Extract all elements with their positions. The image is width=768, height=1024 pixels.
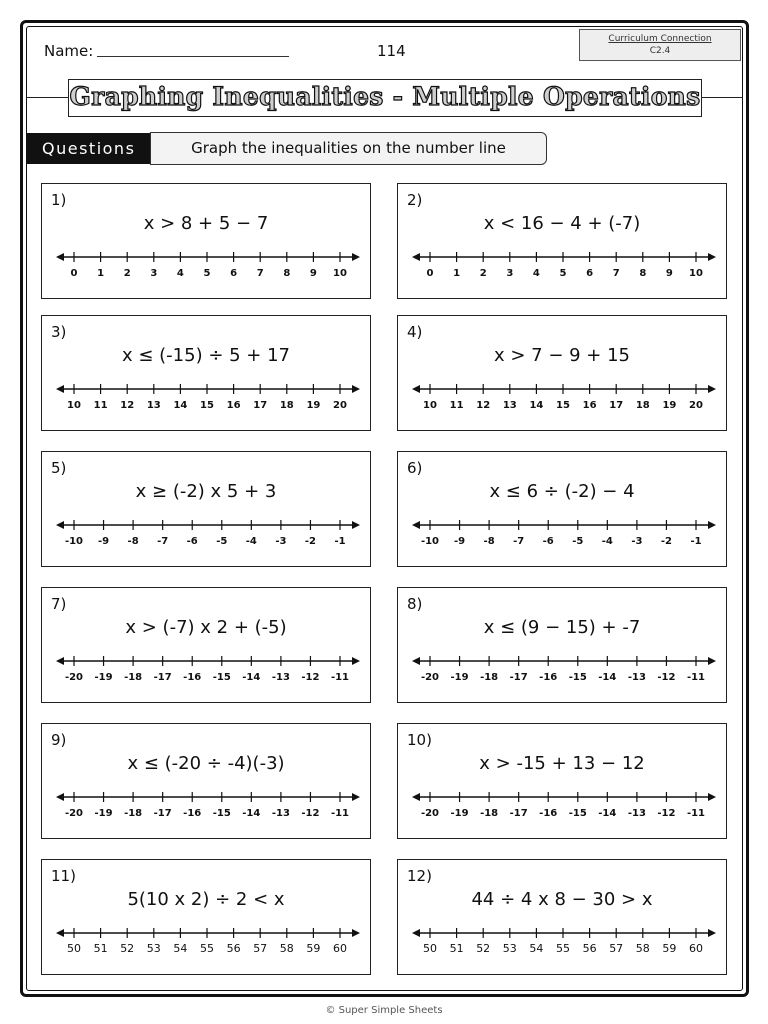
tick-label: -16 — [539, 808, 558, 819]
tick-label: -18 — [124, 808, 143, 819]
name-label: Name: — [44, 42, 94, 60]
inequality-expression: x > 8 + 5 − 7 — [143, 213, 269, 234]
question-box — [397, 723, 727, 839]
tick-label: 20 — [333, 400, 347, 411]
question-box — [397, 183, 727, 299]
inequality-expression: x ≤ 6 ÷ (-2) − 4 — [489, 481, 635, 502]
tick-label: 1 — [97, 268, 105, 279]
arrow-right-icon — [708, 385, 716, 393]
inequality-expression: x > (-7) x 2 + (-5) — [125, 617, 287, 638]
tick-label: 8 — [639, 268, 647, 279]
tick-label: 53 — [502, 942, 517, 955]
question-box — [397, 587, 727, 703]
tick-label: -19 — [450, 672, 469, 683]
number-line[interactable] — [412, 512, 716, 552]
tick-label: 58 — [279, 942, 294, 955]
arrow-left-icon — [56, 521, 64, 529]
question-number: 10) — [407, 731, 432, 749]
tick-label: 12 — [476, 400, 491, 411]
tick-label: -18 — [124, 672, 143, 683]
tick-label: 17 — [253, 400, 268, 411]
tick-label: 57 — [253, 942, 268, 955]
tick-label: -15 — [212, 808, 231, 819]
tick-label: -3 — [631, 536, 643, 547]
question-number: 11) — [51, 867, 76, 885]
title-rule-left — [27, 97, 68, 98]
tick-label: -18 — [480, 672, 499, 683]
tick-label: 19 — [306, 400, 321, 411]
arrow-left-icon — [412, 929, 420, 937]
tick-label: 0 — [70, 268, 78, 279]
tick-label: -1 — [334, 536, 346, 547]
tick-label: -12 — [657, 672, 676, 683]
tick-label: -17 — [153, 672, 172, 683]
inequality-expression: x > -15 + 13 − 12 — [479, 753, 645, 774]
question-number: 1) — [51, 191, 67, 209]
tick-label: 1 — [453, 268, 461, 279]
tick-label: 2 — [123, 268, 131, 279]
tick-label: 17 — [609, 400, 624, 411]
tick-label: 15 — [556, 400, 570, 411]
number-line[interactable] — [412, 784, 716, 824]
arrow-left-icon — [412, 253, 420, 261]
tick-label: -13 — [627, 672, 646, 683]
tick-label: 51 — [93, 942, 108, 955]
arrow-left-icon — [412, 793, 420, 801]
tick-label: 19 — [662, 400, 677, 411]
tick-label: 60 — [689, 942, 703, 955]
curriculum-code: C2.4 — [649, 46, 671, 56]
tick-label: -7 — [157, 536, 169, 547]
tick-label: -8 — [483, 536, 495, 547]
question-box — [41, 587, 371, 703]
tick-label: 50 — [423, 942, 437, 955]
question-number: 5) — [51, 459, 67, 477]
tick-label: -9 — [98, 536, 110, 547]
number-line[interactable] — [56, 244, 360, 284]
arrow-right-icon — [708, 657, 716, 665]
tick-label: 9 — [309, 268, 317, 279]
arrow-right-icon — [352, 385, 360, 393]
tick-label: 6 — [230, 268, 238, 279]
question-box — [41, 315, 371, 431]
tick-label: -14 — [242, 808, 261, 819]
arrow-left-icon — [56, 793, 64, 801]
tick-label: -16 — [183, 672, 202, 683]
tick-label: -20 — [64, 672, 84, 683]
tick-label: 12 — [120, 400, 135, 411]
tick-label: -13 — [627, 808, 646, 819]
tick-label: 55 — [556, 942, 570, 955]
question-box — [41, 859, 371, 975]
arrow-right-icon — [708, 253, 716, 261]
question-number: 4) — [407, 323, 423, 341]
tick-label: 4 — [176, 268, 184, 279]
arrow-right-icon — [352, 253, 360, 261]
tick-label: 18 — [279, 400, 294, 411]
tick-label: 53 — [146, 942, 161, 955]
tick-label: 11 — [93, 400, 108, 411]
tick-label: 3 — [506, 268, 514, 279]
number-line[interactable] — [412, 648, 716, 688]
tick-label: -15 — [212, 672, 231, 683]
tick-label: 8 — [283, 268, 291, 279]
tick-label: 6 — [586, 268, 594, 279]
tick-label: 57 — [609, 942, 624, 955]
tick-label: -11 — [330, 672, 350, 683]
tick-label: 56 — [226, 942, 241, 955]
page-number: 114 — [377, 42, 406, 60]
tick-label: 10 — [333, 268, 347, 279]
tick-label: 16 — [226, 400, 241, 411]
tick-label: -13 — [271, 808, 290, 819]
question-number: 8) — [407, 595, 423, 613]
tick-label: -7 — [513, 536, 525, 547]
tick-label: 18 — [635, 400, 650, 411]
number-line[interactable] — [412, 920, 716, 960]
tick-label: 54 — [529, 942, 544, 955]
tick-label: 10 — [67, 400, 81, 411]
tick-label: 56 — [582, 942, 597, 955]
tick-label: -2 — [660, 536, 672, 547]
tick-label: -11 — [686, 808, 706, 819]
number-line[interactable] — [412, 376, 716, 416]
tick-label: 58 — [635, 942, 650, 955]
tick-label: 60 — [333, 942, 347, 955]
number-line[interactable] — [56, 648, 360, 688]
tick-label: 59 — [306, 942, 321, 955]
tick-label: -15 — [568, 808, 587, 819]
inequality-expression: 44 ÷ 4 x 8 − 30 > x — [471, 889, 653, 910]
tick-label: -11 — [330, 808, 350, 819]
tick-label: -20 — [420, 808, 440, 819]
question-number: 12) — [407, 867, 432, 885]
inequality-expression: x ≥ (-2) x 5 + 3 — [135, 481, 277, 502]
arrow-left-icon — [56, 657, 64, 665]
tick-label: -3 — [275, 536, 287, 547]
inequality-expression: x ≤ (-15) ÷ 5 + 17 — [121, 345, 291, 366]
arrow-right-icon — [352, 521, 360, 529]
tick-label: 5 — [203, 268, 211, 279]
tick-label: -12 — [301, 808, 320, 819]
tick-label: -5 — [572, 536, 584, 547]
number-line[interactable] — [56, 920, 360, 960]
tick-label: -17 — [153, 808, 172, 819]
inequality-expression: x ≤ (-20 ÷ -4)(-3) — [127, 753, 285, 774]
arrow-right-icon — [352, 657, 360, 665]
tick-label: 52 — [120, 942, 135, 955]
tick-label: -14 — [598, 672, 617, 683]
title-banner — [68, 79, 702, 117]
tick-label: -14 — [598, 808, 617, 819]
tick-label: 50 — [67, 942, 81, 955]
tick-label: 0 — [426, 268, 434, 279]
tick-label: -10 — [64, 536, 84, 547]
tick-label: 13 — [502, 400, 517, 411]
copyright-footer: © Super Simple Sheets — [325, 1005, 443, 1016]
tick-label: -17 — [509, 672, 528, 683]
tick-label: -11 — [686, 672, 706, 683]
tick-label: -2 — [304, 536, 316, 547]
tick-label: 20 — [689, 400, 703, 411]
tick-label: -16 — [539, 672, 558, 683]
question-box — [41, 723, 371, 839]
tick-label: -15 — [568, 672, 587, 683]
tick-label: -14 — [242, 672, 261, 683]
question-box — [41, 451, 371, 567]
tick-label: -4 — [245, 536, 257, 547]
tick-label: -8 — [127, 536, 139, 547]
question-number: 3) — [51, 323, 67, 341]
tick-label: -12 — [657, 808, 676, 819]
question-number: 6) — [407, 459, 423, 477]
tick-label: -1 — [690, 536, 702, 547]
question-number: 2) — [407, 191, 423, 209]
tick-label: 2 — [479, 268, 487, 279]
arrow-left-icon — [56, 929, 64, 937]
inequality-expression: x ≤ (9 − 15) + -7 — [483, 617, 641, 638]
tick-label: -6 — [542, 536, 554, 547]
tick-label: 11 — [449, 400, 464, 411]
tick-label: -12 — [301, 672, 320, 683]
tick-label: 13 — [146, 400, 161, 411]
arrow-right-icon — [708, 521, 716, 529]
tick-label: -19 — [450, 808, 469, 819]
tick-label: -17 — [509, 808, 528, 819]
tick-label: 10 — [423, 400, 437, 411]
tick-label: -19 — [94, 808, 113, 819]
question-box — [397, 451, 727, 567]
tick-label: -20 — [420, 672, 440, 683]
tick-label: -16 — [183, 808, 202, 819]
tick-label: 10 — [689, 268, 703, 279]
arrow-left-icon — [412, 385, 420, 393]
tick-label: 5 — [559, 268, 567, 279]
tick-label: -4 — [601, 536, 613, 547]
curriculum-title: Curriculum Connection — [608, 34, 712, 44]
number-line[interactable] — [56, 784, 360, 824]
tick-label: 54 — [173, 942, 188, 955]
tick-label: 52 — [476, 942, 491, 955]
question-box — [41, 183, 371, 299]
arrow-right-icon — [352, 793, 360, 801]
number-line[interactable] — [56, 376, 360, 416]
number-line[interactable] — [56, 512, 360, 552]
question-number: 7) — [51, 595, 67, 613]
name-field — [44, 42, 289, 60]
inequality-expression: 5(10 x 2) ÷ 2 < x — [127, 889, 285, 910]
arrow-right-icon — [352, 929, 360, 937]
tick-label: 7 — [256, 268, 264, 279]
page-title: Graphing Inequalities - Multiple Operations — [69, 82, 701, 111]
tick-label: 4 — [532, 268, 540, 279]
tick-label: 7 — [612, 268, 620, 279]
tick-label: 16 — [582, 400, 597, 411]
question-number: 9) — [51, 731, 67, 749]
question-box — [397, 859, 727, 975]
question-box — [397, 315, 727, 431]
tick-label: -18 — [480, 808, 499, 819]
tick-label: -20 — [64, 808, 84, 819]
tick-label: -19 — [94, 672, 113, 683]
arrow-left-icon — [56, 253, 64, 261]
tick-label: 3 — [150, 268, 158, 279]
curriculum-connection-box — [579, 29, 741, 61]
tick-label: -10 — [420, 536, 440, 547]
tick-label: 55 — [200, 942, 214, 955]
tick-label: -6 — [186, 536, 198, 547]
questions-label: Questions — [27, 133, 150, 164]
tick-label: 15 — [200, 400, 214, 411]
inequality-expression: x < 16 − 4 + (-7) — [483, 213, 641, 234]
tick-label: -13 — [271, 672, 290, 683]
arrow-left-icon — [412, 657, 420, 665]
title-rule-right — [702, 97, 743, 98]
arrow-left-icon — [56, 385, 64, 393]
tick-label: 51 — [449, 942, 464, 955]
tick-label: 14 — [529, 400, 544, 411]
instruction-text: Graph the inequalities on the number line — [150, 132, 547, 165]
arrow-left-icon — [412, 521, 420, 529]
tick-label: -5 — [216, 536, 228, 547]
number-line[interactable] — [412, 244, 716, 284]
inequality-expression: x > 7 − 9 + 15 — [493, 345, 631, 366]
arrow-right-icon — [708, 793, 716, 801]
arrow-right-icon — [708, 929, 716, 937]
tick-label: 9 — [665, 268, 673, 279]
tick-label: -9 — [454, 536, 466, 547]
name-blank-line[interactable] — [97, 43, 289, 57]
tick-label: 59 — [662, 942, 677, 955]
tick-label: 14 — [173, 400, 188, 411]
